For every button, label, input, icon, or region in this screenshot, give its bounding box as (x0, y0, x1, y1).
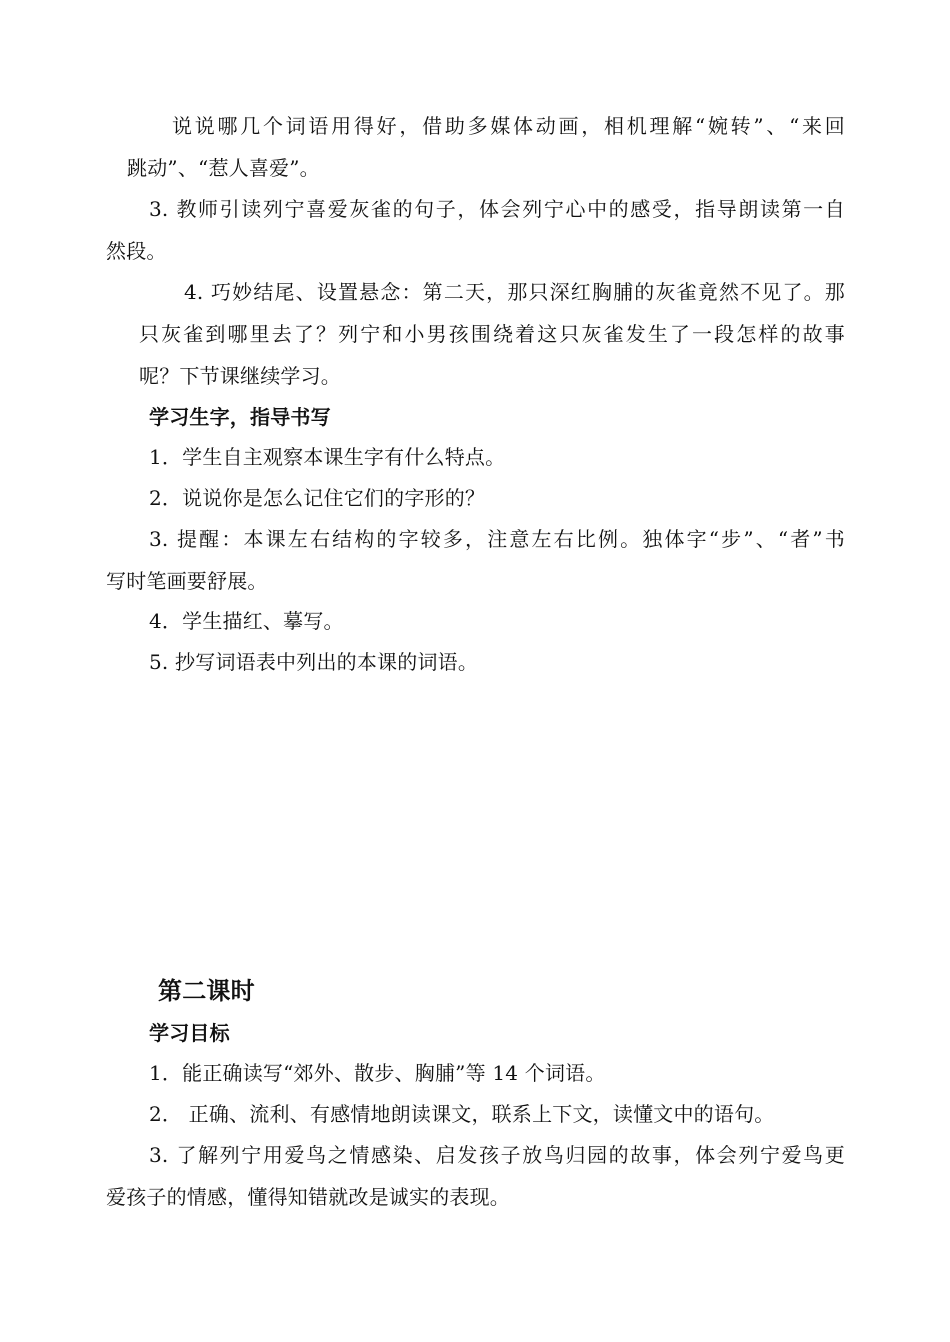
goal-item: 3. 了解列宁用爱鸟之情感染、启发孩子放鸟归园的故事，体会列宁爱鸟更 (149, 1143, 845, 1167)
list-item: 1．学生自主观察本课生字有什么特点。 (149, 445, 506, 469)
list-item: 4．学生描红、摹写。 (149, 609, 344, 633)
list-item: 2．说说你是怎么记住它们的字形的？ (149, 486, 486, 510)
paragraph-line: 说说哪几个词语用得好，借助多媒体动画，相机理解“婉转”、“来回 (172, 114, 845, 138)
goal-item: 1．能正确读写“郊外、散步、胸脯”等 14 个词语。 (149, 1061, 606, 1085)
goal-item: 2． 正确、流利、有感情地朗读课文，联系上下文，读懂文中的语句。 (149, 1102, 775, 1126)
paragraph-line: 然段。 (106, 239, 167, 263)
list-item: 5. 抄写词语表中列出的本课的词语。 (149, 650, 479, 674)
section-heading: 学习目标 (149, 1021, 230, 1045)
section-heading: 学习生字，指导书写 (149, 405, 331, 429)
paragraph-line: 3. 教师引读列宁喜爱灰雀的句子，体会列宁心中的感受，指导朗读第一自 (149, 197, 845, 221)
paragraph-line: 呢？下节课继续学习。 (139, 364, 341, 388)
lesson-title: 第二课时 (158, 977, 255, 1005)
list-item-continuation: 写时笔画要舒展。 (106, 569, 268, 593)
paragraph-line: 4. 巧妙结尾、设置悬念：第二天，那只深红胸脯的灰雀竟然不见了。那 (184, 280, 845, 304)
paragraph-line: 只灰雀到哪里去了？列宁和小男孩围绕着这只灰雀发生了一段怎样的故事 (139, 322, 845, 346)
list-item: 3. 提醒：本课左右结构的字较多，注意左右比例。独体字“步”、“者”书 (149, 527, 845, 551)
paragraph-line: 跳动”、“惹人喜爱”。 (127, 156, 320, 180)
goal-item-continuation: 爱孩子的情感，懂得知错就改是诚实的表现。 (106, 1185, 510, 1209)
